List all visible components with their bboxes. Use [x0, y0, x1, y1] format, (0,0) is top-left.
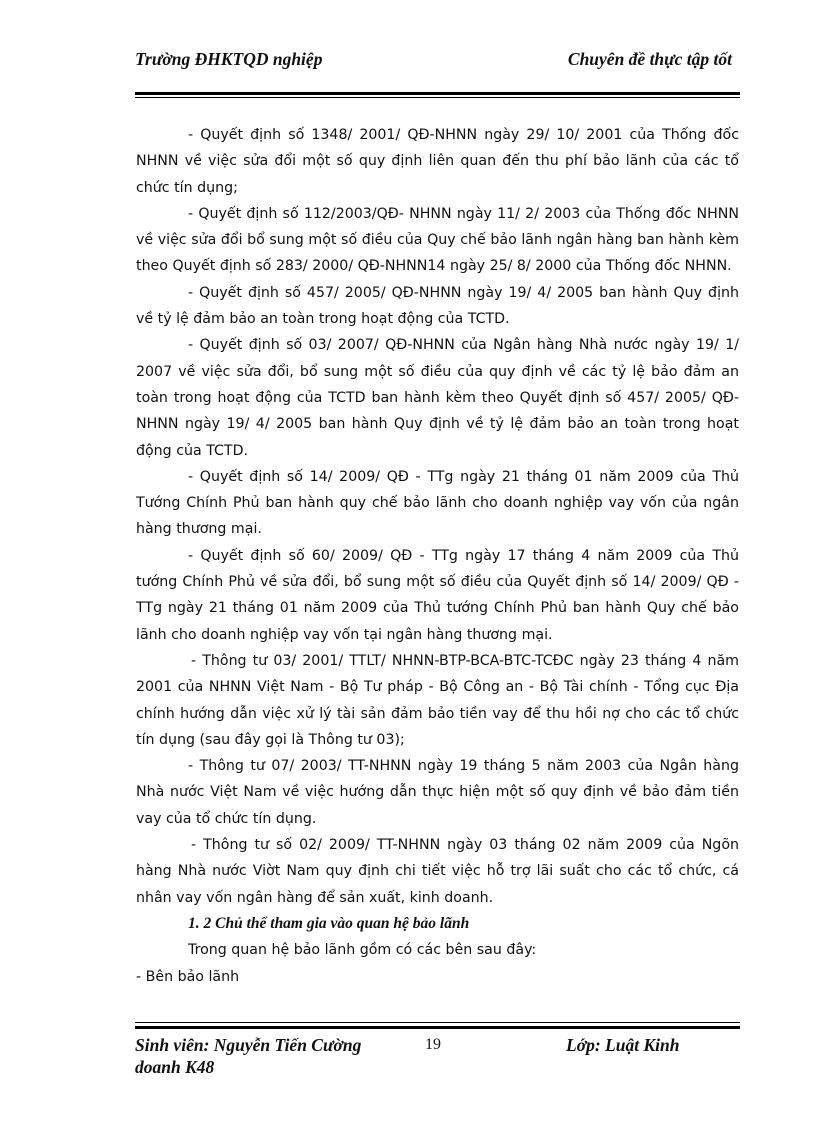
header-rule-thin	[135, 97, 740, 98]
paragraph-circular-02: - Thông tư số 02/ 2009/ TT-NHNN ngày 03 tháng 02 năm 2009 của Ngõn hàng Nhà nước Viờt Nam quy định chi tiết việc hỗ trợ lãi suất cho các tổ chức, cá nhân vay vốn ngân hàng để sản xuất, kinh doanh.	[136, 837, 739, 906]
paragraph-decision-03: - Quyết định số 03/ 2007/ QĐ-NHNN của Ngân hàng Nhà nước ngày 19/ 1/ 2007 về việc sửa đổi, bổ sung một số điều của quy định về các tỷ lệ bảo đảm an toàn trong hoạt động của TCTD ban hành kèm theo Quyết định số 457/ 2005/ QĐ-NHNN ngày 19/ 4/ 2005 ban hành Quy định về tỷ lệ đảm bảo an toàn trong hoạt động của TCTD.	[136, 337, 739, 459]
paragraph-decision-60: - Quyết định số 60/ 2009/ QĐ - TTg ngày 17 tháng 4 năm 2009 của Thủ tướng Chính Phủ về sửa đổi, bổ sung một số điều của Quyết định số 14/ 2009/ QĐ - TTg ngày 21 tháng 01 năm 2009 của Thủ tướng Chính Phủ ban hành Quy chế bảo lãnh cho doanh nghiệp vay vốn tại ngân hàng thương mại.	[136, 547, 739, 643]
list-item: - Bên bảo lãnh	[136, 968, 240, 985]
section-heading: 1. 2 Chủ thể tham gia vào quan hệ bảo lãnh	[188, 914, 470, 932]
paragraph-circular-03: - Thông tư 03/ 2001/ TTLT/ NHNN-BTP-BCA-BTC-TCĐC ngày 23 tháng 4 năm 2001 của NHNN Việt Nam - Bộ Tư pháp - Bộ Công an - Bộ Tài chính - Tổng cục Địa chính hướng dẫn việc xử lý tài sản đảm bảo tiền vay để thu hồi nợ cho các tổ chức tín dụng (sau đây gọi là Thông tư 03);	[136, 652, 739, 748]
paragraph-decision-1348: - Quyết định số 1348/ 2001/ QĐ-NHNN ngày 29/ 10/ 2001 của Thống đốc NHNN về việc sửa đổi một số quy định liên quan đến thu phí bảo lãnh của các tổ chức tín dụng;	[136, 127, 739, 196]
paragraph-decision-112: - Quyết định số 112/2003/QĐ- NHNN ngày 11/ 2/ 2003 của Thống đốc NHNN về việc sửa đổi bổ sung một số điều của Quy chế bảo lãnh ngân hàng ban hành kèm theo Quyết định số 283/ 2000/ QĐ-NHNN14 ngày 25/ 8/ 2000 của Thống đốc NHNN.	[136, 205, 739, 275]
section-intro: Trong quan hệ bảo lãnh gồm có các bên sau đây:	[188, 942, 537, 959]
paragraph-circular-07: - Thông tư 07/ 2003/ TT-NHNN ngày 19 tháng 5 năm 2003 của Ngân hàng Nhà nước Việt Nam về việc hướng dẫn thực hiện một số quy định về bảo đảm tiền vay của tổ chức tín dụng.	[136, 758, 739, 827]
page-number: 19	[425, 1036, 441, 1053]
paragraph-decision-14: - Quyết định số 14/ 2009/ QĐ - TTg ngày 21 tháng 01 năm 2009 của Thủ Tướng Chính Phủ ban hành quy chế bảo lãnh cho doanh nghiệp vay vốn của ngân hàng thương mại.	[136, 468, 739, 538]
paragraph-decision-457: - Quyết định số 457/ 2005/ QĐ-NHNN ngày 19/ 4/ 2005 ban hành Quy định về tỷ lệ đảm bảo an toàn trong hoạt động của TCTD.	[136, 284, 739, 328]
footer-student-name: Sinh viên: Nguyễn Tiến Cường doanh K48	[135, 1035, 362, 1077]
header-document-type: Chuyên đề thực tập tốt	[567, 49, 732, 69]
document-body	[136, 122, 739, 990]
header-school-name: Trường ĐHKTQD nghiệp	[135, 49, 323, 69]
page-header	[135, 48, 740, 88]
footer-rule-thin	[135, 1022, 740, 1023]
footer-rule-thick	[135, 1026, 740, 1029]
footer-class-name: Lớp: Luật Kinh	[566, 1035, 680, 1055]
header-rule-thick	[135, 92, 740, 95]
